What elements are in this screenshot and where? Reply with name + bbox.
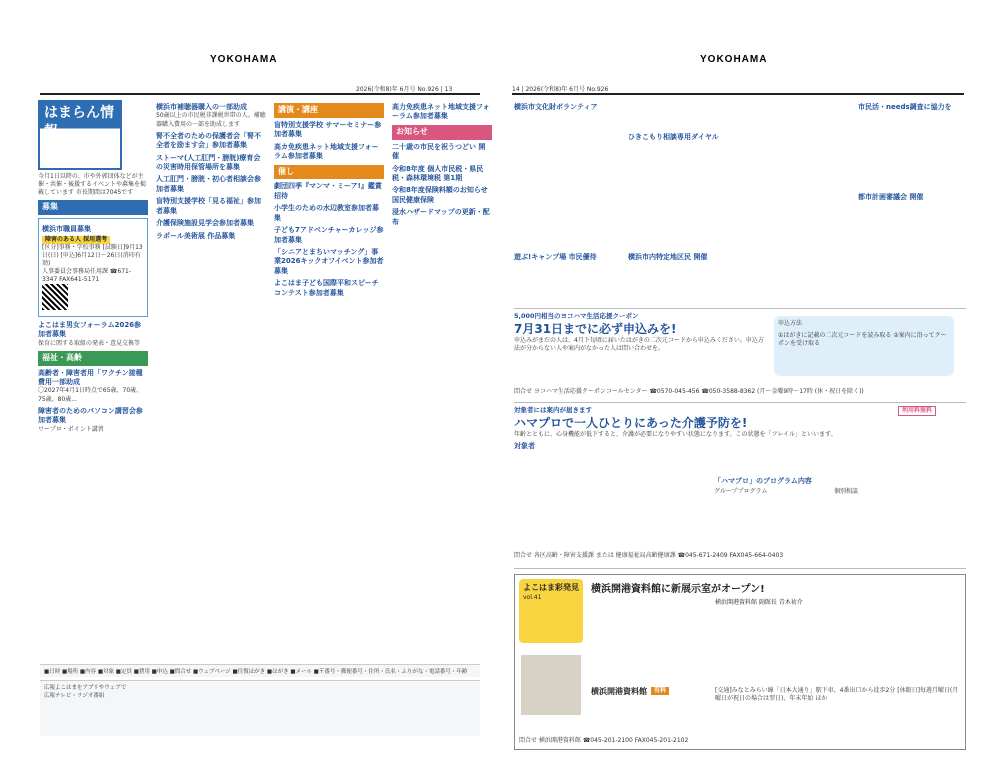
- coupon-steps: ①はがきに記載の二次元コードを読み取る ②案内に沿ってクーポンを受け取る: [778, 332, 947, 348]
- r-title-6: 都市計画審議会 開催: [858, 193, 924, 201]
- welfare-text: 〇2027年4月1日時点で65歳、70歳、75歳、80歳...: [38, 387, 143, 403]
- left-col-1: [38, 100, 148, 434]
- col2-title-4: 人工肛門・膀胱・初心者相談会参加者募集: [156, 175, 261, 193]
- left-page-body: [18, 100, 498, 752]
- right-top-area: [514, 100, 966, 310]
- left-header-rule: [40, 93, 480, 95]
- left-folio: 2026(令和8)年 6月号 No.926 | 13: [356, 86, 453, 93]
- frail-badge: 利用料無料: [898, 406, 936, 416]
- recruit-title: 横浜市職員募集: [42, 225, 91, 234]
- r-title-3: 遊ぶ!キャンプ場 市民優待: [514, 253, 597, 261]
- col4-title-4: 令和8年度保険料額のお知らせ 国民健康保険: [392, 186, 488, 204]
- right-folio: 14 | 2026(令和8)年 6月号 No.926: [512, 86, 609, 93]
- coupon-illustration: [774, 316, 954, 376]
- left-masthead: YOKOHAMA: [210, 54, 278, 65]
- col4-title-1: 高力免疾患ネット地域支援フォーラム参加者募集: [392, 103, 490, 121]
- recruit-text: [区分]事務・学校事務 [試験日]9月13日(日) [申込]6月12日～26日(消印有効): [42, 243, 143, 267]
- right-page-body: [514, 100, 966, 750]
- recruit-qr[interactable]: [42, 284, 68, 310]
- museum-series: よこはま彩発見: [523, 583, 579, 592]
- forum-title: よこはま男女フォーラム2026参加者募集: [38, 320, 142, 339]
- col3-title-1: 盲特別支援学校 サマーセミナー参加者募集: [274, 120, 382, 139]
- museum-author: 横浜開港資料館 副館長 青木祐介: [715, 599, 803, 606]
- footer-app[interactable]: 広報よこはまをアプリやウェブで: [44, 685, 127, 691]
- museum-vol: vol.41: [523, 593, 542, 601]
- coupon-contact: 問合せ ヨコハマ生活応援クーポンコールセンター ☎0570-045-456 ☎050-3588-8362 (月～金曜9時～17時 (休・祝日を除く)): [514, 388, 864, 395]
- info-logo: [38, 100, 122, 170]
- frail-contact: 問合せ 各区高齢・障害支援課 または 健康福祉局高齢健康課 ☎045-671-2409 FAX045-664-0403: [514, 552, 784, 559]
- info-logo-text: はまらん情報: [44, 105, 114, 140]
- pc-title: 障害者のためのパソコン講習会参加者募集: [38, 406, 143, 425]
- coupon-title: 7月31日までに必ず申込みを!: [514, 321, 677, 336]
- left-footer: [40, 680, 480, 736]
- frail-section: [514, 406, 966, 566]
- r-title-2: ひきこもり相談専用ダイヤル: [628, 133, 719, 141]
- museum-contact: 問合せ 横浜開港資料館 ☎045-201-2100 FAX045-201-2102: [519, 737, 689, 744]
- frail-divider: [514, 402, 966, 403]
- frail-program: 「ハマプロ」のプログラム内容: [714, 477, 812, 485]
- r-title-1: 横浜市文化財ボランティア: [514, 103, 598, 111]
- left-legend: ■日時 ■場所 ■内容 ■対象 ■定員 ■費用 ■申込 ■問合せ ■ウェブページ ■往復はがき ■はがき ■メール ■〒番号・郵便番号・住所・氏名・ふりがな・電話番号・年齢: [40, 664, 480, 677]
- col3-title-4: 小学生のための水辺教室参加者募集: [274, 204, 379, 222]
- r-title-4: 横浜市内特定地区民 開催: [628, 253, 708, 261]
- section-recruit: 募集: [38, 200, 148, 215]
- col2-text-1: 50歳以上の市民税非課税世帯の人。補聴器購入費用の一部を助成します: [156, 112, 266, 128]
- left-col-3: [274, 100, 384, 298]
- section-notice: お知らせ: [392, 125, 492, 140]
- right-masthead: YOKOHAMA: [700, 54, 768, 65]
- footer-radio[interactable]: 広報テレビ・ラジオ番組: [44, 693, 105, 699]
- col3-title-6: 「シニアとまちいマッチング」事業2026キックオフイベント参加者募集: [274, 247, 384, 275]
- museum-section: [514, 574, 966, 750]
- museum-divider: [514, 568, 966, 569]
- pc-text: ワープロ・ポイント講習: [38, 425, 104, 433]
- forum-text: 保育に関する取組の発表・意見交換等: [38, 339, 141, 347]
- frail-sub: 対象者には案内が届きます: [514, 406, 966, 415]
- col2-title-5: 盲特別支援学校「見る福祉」参加者募集: [156, 197, 261, 215]
- coupon-divider: [514, 308, 966, 309]
- frail-text: 年齢とともに、心身機能が低下すると、介護が必要になりやすい状態になります。この状態を「フレイル」といいます。: [514, 430, 837, 438]
- welfare-title: 高齢者・障害者用「ワクチン接種費用一部助成: [38, 368, 143, 387]
- col2-title-2: 腎不全者のための保護者会「腎不全者を励ます会」参加者募集: [156, 131, 261, 150]
- museum-access: [交通]みなとみらい線「日本大通り」駅下車、4番出口から徒歩2分 [休館日]毎週月曜日(月曜日が祝日の場合は翌日)、年末年始 ほか: [715, 687, 959, 703]
- frail-target: 対象者: [514, 442, 535, 451]
- col2-title-7: ラポール美術展 作品募集: [156, 231, 236, 240]
- left-col-4: [392, 100, 492, 227]
- r-title-5: 市民活・needs調査に協力を: [858, 103, 952, 111]
- info-intro: 今月1日以降の、市や外郭団体などが主催・共催・後援するイベントや募集を掲載しています 市長期間は7045です: [38, 173, 147, 197]
- museum-photo: [521, 655, 581, 715]
- coupon-how: 申込方法: [778, 320, 803, 327]
- col3-title-3: 劇団四季『マンマ・ミーア!』鑑賞招待: [274, 182, 382, 200]
- col2-title-1: 横浜市補聴器購入の一部助成: [156, 103, 247, 111]
- col4-title-3: 令和8年度 個人市民税・県民税・森林環境税 第1期: [392, 164, 484, 182]
- frail-group: グループプログラム: [714, 488, 768, 495]
- section-welfare: 福祉・高齢: [38, 351, 148, 366]
- coupon-sub: 5,000円相当のヨコハマ生活応援クーポン: [514, 312, 966, 321]
- right-header-rule: [512, 93, 964, 95]
- recruit-box: [38, 218, 148, 317]
- section-event: 催し: [274, 165, 384, 180]
- col3-title-2: 高カ免疾患ネット地域支援フォーラム参加者募集: [274, 142, 379, 161]
- col2-title-3: ストーマ(人工肛門・膀胱)療育会の災害時用保管場所を募集: [156, 153, 261, 171]
- museum-tag: 有料: [651, 687, 669, 695]
- col3-title-7: よこはま子ども国際平和スピーチコンテスト参加者募集: [274, 279, 379, 297]
- col3-title-5: 子ども7アドベンチャーカレッジ参加者募集: [274, 226, 384, 244]
- section-sports: 講演・講座: [274, 103, 384, 118]
- recruit-contact: 人事委員会事務局任用課 ☎671-3347 FAX641-5171: [42, 267, 131, 283]
- left-col-2: [156, 100, 266, 241]
- frail-title: ハマプロで一人ひとりにあった介護予防を!: [514, 415, 748, 430]
- coupon-section: [514, 312, 966, 400]
- recruit-sub: 障害のある人 採用選考: [42, 236, 110, 244]
- col2-title-6: 介護保険施設見学会参加者募集: [156, 219, 254, 228]
- frail-home: 個別相談: [834, 488, 859, 495]
- col4-title-2: 二十歳の市民を祝うつどい 開催: [392, 142, 486, 161]
- museum-name: 横浜開港資料館: [591, 687, 647, 696]
- museum-title: 横浜開港資料館に新展示室がオープン!: [591, 584, 765, 595]
- museum-series-logo: [519, 579, 583, 643]
- col4-title-5: 浸水ハザードマップの更新・配布: [392, 208, 490, 226]
- coupon-text: 申込みがまだの人は、4月下旬頃に届いたはがきの二次元コードから申込みください。申込方法が分からない人や案内がなかった人は問い合わせを。: [514, 336, 764, 353]
